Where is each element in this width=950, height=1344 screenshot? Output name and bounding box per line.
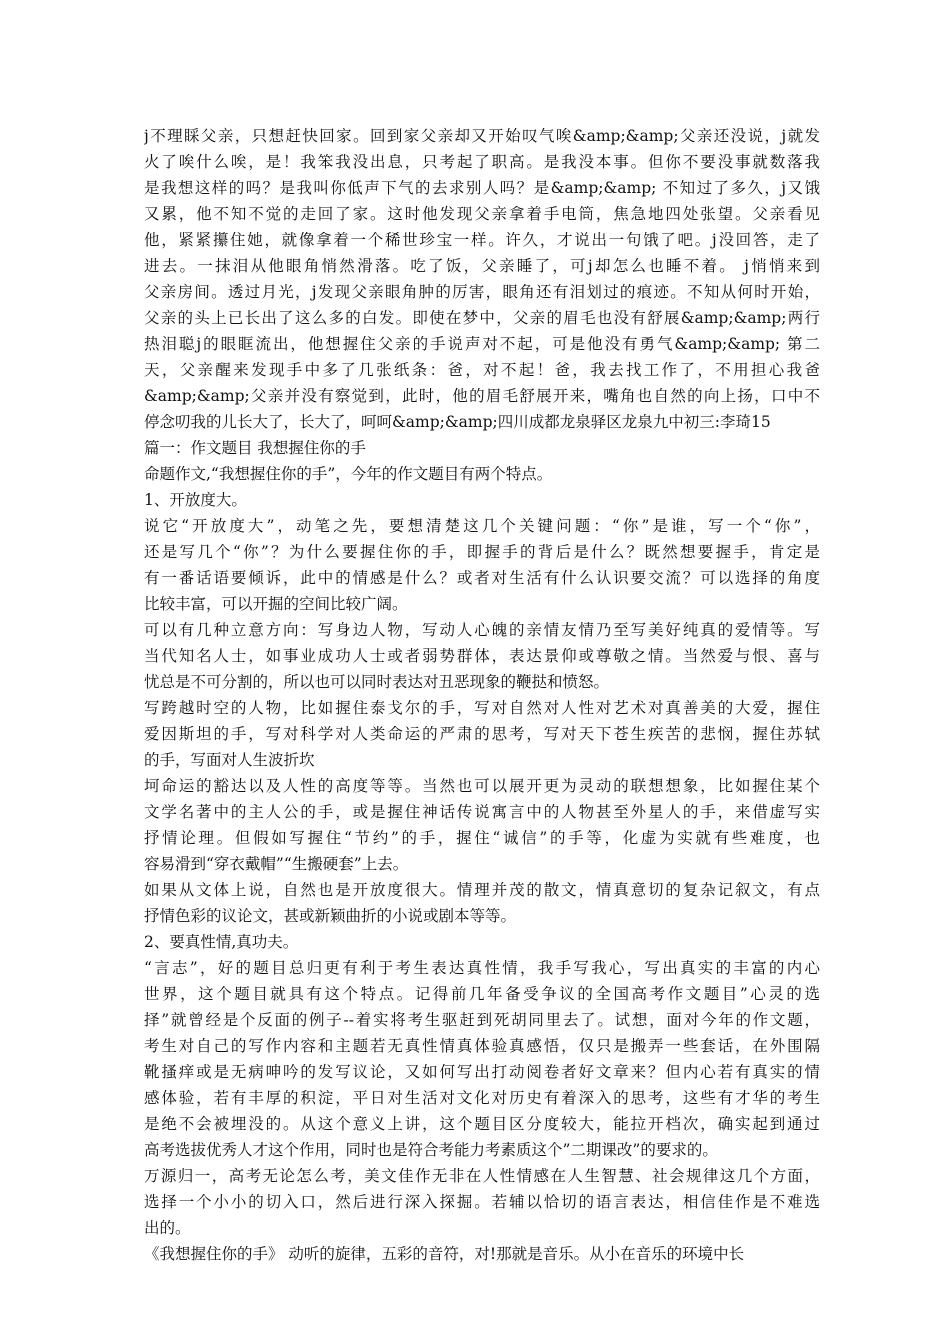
text-line: 命题作文,“我想握住你的手”，今年的作文题目有两个特点。 <box>144 465 553 483</box>
text-line: 当代知名人士，如事业成功人士或者弱势群体，表达景仰或尊敬之情。当然爱与恨、喜与 <box>144 647 820 665</box>
text-line: 如果从文体上说，自然也是开放度很大。情理并茂的散文，情真意切的复杂记叙文，有点 <box>144 881 820 899</box>
text-line: j不理睬父亲，只想赶快回家。回到家父亲却又开始叹气唉&amp;&amp;父亲还没说，j就发 <box>144 127 820 145</box>
text-line: 父亲的头上已长出了这么多的白发。即使在梦中，父亲的眉毛也没有舒展&amp;&amp;两行 <box>144 309 820 327</box>
text-line: 天，父亲醒来发现手中多了几张纸条：爸，对不起！爸，我去找工作了，不用担心我爸 <box>144 361 820 379</box>
text-line: 他，紧紧攥住她，就像拿着一个稀世珍宝一样。许久，才说出一句饿了吧。j没回答，走了 <box>144 231 820 249</box>
text-line: 容易滑到“穿衣戴帽”“生搬硬套”上去。 <box>144 855 409 873</box>
text-line: 抒情色彩的议论文，甚或新颖曲折的小说或剧本等等。 <box>144 907 517 925</box>
text-line: 世界，这个题目就具有这个特点。记得前几年备受争议的全国高考作文题目”心灵的选 <box>144 985 820 1003</box>
text-line: 热泪聪j的眼眶流出，他想握住父亲的手说声对不起，可是他没有勇气&amp;&amp; 第二 <box>144 335 820 353</box>
text-line: 写跨越时空的人物，比如握住泰戈尔的手，写对自然对人性对艺术对真善美的大爱，握住 <box>144 699 820 717</box>
text-line: 高考选拔优秀人才这个作用，同时也是符合考能力考素质这个”二期课改”的要求的。 <box>144 1141 718 1159</box>
text-line: 篇一：作文题目 我想握住你的手 <box>144 439 366 457</box>
text-line: 可以有几种立意方向：写身边人物，写动人心魄的亲情友情乃至写美好纯真的爱情等。写 <box>144 621 820 639</box>
text-line: 父亲房间。透过月光，j发现父亲眼角肿的厉害，眼角还有泪划过的痕迹。不知从何时开始， <box>144 283 820 301</box>
text-line: &amp;&amp;父亲并没有察觉到，此时，他的眉毛舒展开来，嘴角也自然的向上扬，口中不 <box>144 387 820 405</box>
text-line: 考生对自己的写作内容和主题若无真性情真体验真感悟，仅只是搬弄一些套话，在外围隔 <box>144 1037 820 1055</box>
text-line: 文学名著中的主人公的手，或是握住神话传说寓言中的人物甚至外星人的手，来借虚写实 <box>144 803 820 821</box>
text-line: 择”就曾经是个反面的例子--着实将考生驱赶到死胡同里去了。试想，面对今年的作文题， <box>144 1011 820 1029</box>
text-line: 出的。 <box>144 1219 191 1237</box>
text-line: 《我想握住你的手》 动听的旋律，五彩的音符，对!那就是音乐。从小在音乐的环境中长 <box>144 1245 745 1263</box>
text-line: 坷命运的豁达以及人性的高度等等。当然也可以展开更为灵动的联想想象，比如握住某个 <box>144 777 820 795</box>
text-line: 有一番话语要倾诉，此中的情感是什么？或者对生活有什么认识要交流？可以选择的角度 <box>144 569 820 587</box>
text-line: 爱因斯坦的手，写对科学对人类命运的严肃的思考，写对天下苍生疾苦的悲悯，握住苏轼 <box>144 725 820 743</box>
text-line: 的手，写面对人生波折坎 <box>144 751 315 769</box>
text-line: 比较丰富，可以开掘的空间比较广阔。 <box>144 595 408 613</box>
text-line: 进去。一抹泪从他眼角悄然滑落。吃了饭，父亲睡了，可j却怎么也睡不着。 j悄悄来到 <box>144 257 820 275</box>
text-line: 万源归一，高考无论怎么考，美文佳作无非在人性情感在人生智慧、社会规律这几个方面， <box>144 1167 820 1185</box>
text-line: 是我想这样的吗？是我叫你低声下气的去求别人吗？是&amp;&amp; 不知过了多久，j又饿 <box>144 179 820 197</box>
text-line: 感体验，若有丰厚的积淀，平日对生活对文化对历史有着深入的思考，这些有才华的考生 <box>144 1089 820 1107</box>
text-line: 停念叨我的儿长大了，长大了，呵呵&amp;&amp;四川成都龙泉驿区龙泉九中初三:李琦15 <box>144 413 771 431</box>
text-line: “言志”，好的题目总归更有利于考生表达真性情，我手写我心，写出真实的丰富的内心 <box>144 959 820 977</box>
document-body <box>144 123 820 1267</box>
text-line: 选择一个小小的切入口，然后进行深入探掘。若辅以恰切的语言表达，相信佳作是不难选 <box>144 1193 820 1211</box>
text-line: 还是写几个“你”？为什么要握住你的手，即握手的背后是什么？既然想要握手，肯定是 <box>144 543 820 561</box>
text-line: 说它“开放度大”，动笔之先，要想清楚这几个关键问题：“你”是谁，写一个“你”， <box>144 517 820 535</box>
text-line: 是绝不会被埋没的。从这个意义上讲，这个题目区分度较大，能拉开档次，确实起到通过 <box>144 1115 820 1133</box>
text-line: 火了唉什么唉，是！我笨我没出息，只考起了职高。是我没本事。但你不要没事就数落我 <box>144 153 820 171</box>
text-line: 靴搔痒或是无病呻吟的发写议论，又如何写出打动阅卷者好文章来？但内心若有真实的情 <box>144 1063 820 1081</box>
text-line: 忧总是不可分割的，所以也可以同时表达对丑恶现象的鞭挞和愤怒。 <box>144 673 610 691</box>
text-line: 又累，他不知不觉的走回了家。这时他发现父亲拿着手电筒，焦急地四处张望。父亲看见 <box>144 205 820 223</box>
text-line: 抒情论理。但假如写握住“节约”的手，握住“诚信”的手等，化虚为实就有些难度，也 <box>144 829 820 847</box>
text-line: 2、要真性情,真功夫。 <box>144 933 299 951</box>
text-line: 1、开放度大。 <box>144 491 247 509</box>
